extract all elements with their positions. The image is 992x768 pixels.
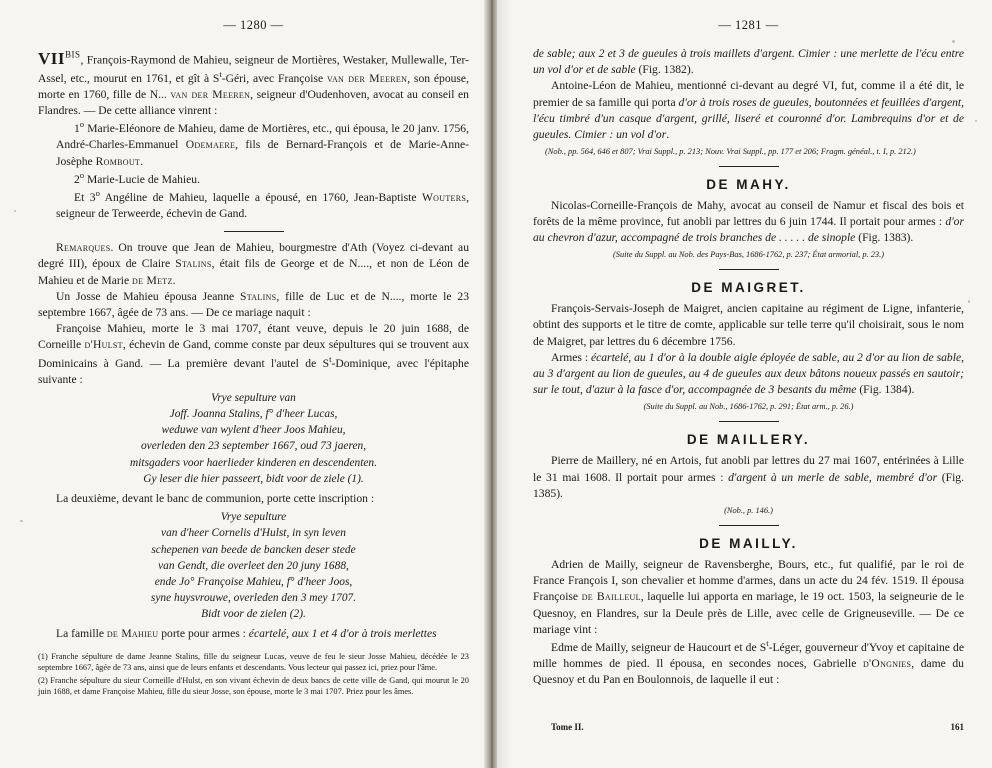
epitaph-line: Bidt voor de zielen (2). [201, 608, 306, 621]
epitaph-line: Vrye sepulture [220, 511, 287, 524]
maigret-arms: Armes : écartelé, au 1 d'or à la double aigle éployée de sable, au 2 d'or au lion de sable, au 3 d'argent au lion de gueules, au 4 de gueules aux deux bâtons noueux passés en sautoir; sur le tout, d'azur à la fasce d'or, accompagnée de 3 besants du même (Fig. 1384). [533, 350, 964, 397]
section-divider [719, 269, 779, 270]
footnotes [38, 651, 469, 698]
maigret-paragraph: François-Servais-Joseph de Maigret, ancien capitaine au régiment de Ligne, infanterie, obtint des supports et le titre de comte, applicable sur telle terre qu'il choisirait, sous le nom de Maigret, par lettres du 6 décembre 1756. [533, 302, 964, 348]
mailly-paragraph-2: Edme de Mailly, seigneur de Haucourt et de $S^t$-Léger, gouverneur d'Yvoy et capitaine de mille hommes de pied. Il épousa, en secondes noces, Gabrielle d'Ongnies, dame du Quesnoy et du Pan en Boulonnois, de laquelle il eut : [533, 638, 964, 687]
section-divider [719, 166, 779, 167]
scan-speck [975, 120, 977, 122]
arms-paragraph: La famille de Mahieu porte pour armes : écartelé, aux 1 et 4 d'or à trois merlettes [56, 627, 437, 641]
section-title-de-maillery: DE MAILLERY. [686, 432, 811, 448]
antoine-paragraph: Antoine-Léon de Mahieu, mentionné ci-devant au degré VI, fut, comme il a été dit, le premier de sa famille qui porta d'or à trois roses de gueules, boutonnées et feuillées d'argent, l'écu timbré d'un casque d'argent, grillé, liseré et couronné d'or. Lambrequins d'or et de gueules. Cimier : un vol d'or. [533, 79, 965, 142]
reference-antoine: (Nob., pp. 564, 646 et 807; Vrai Suppl., p. 213; Nouv. Vrai Suppl., pp. 177 et 206; Fragm. généal., t. I, p. 212.) [545, 147, 916, 157]
section-title-de-maigret: DE MAIGRET. [691, 280, 806, 296]
entry-number: $VII^{BIS}$ [38, 48, 81, 68]
section-divider [719, 525, 779, 526]
scan-speck [14, 210, 16, 212]
child-2: 2$^o$ Marie-Lucie de Mahieu. [74, 169, 200, 186]
epitaph-line: mitsgaders voor haerlieder kinderen en descendenten. [130, 456, 377, 469]
left-page-number: — 1280 — [223, 18, 284, 32]
scan-speck [952, 40, 955, 43]
section-title-de-mailly: DE MAILLY. [699, 536, 798, 552]
child-1: 1$^o$ Marie-Eléonore de Mahieu, dame de Mortières, etc., qui épousa, le 20 janv. 1756, André-Charles-Emmanuel Odemaere, fils de Bernard-François et de Marie-Anne-Josèphe Rombout. [56, 119, 469, 168]
right-page-number: — 1281 — [718, 18, 779, 32]
epitaph-stalins [38, 390, 469, 487]
entry-vii-bis: $VII^{BIS}$, François-Raymond de Mahieu, seigneur de Mortières, Westaker, Mullewalle, Ter-Assel, etc., mourut en 1761, et gît à $S^t$-Géri, avec Françoise van der Meeren, son épouse, morte en 1760, fille de N... van der Meeren, seigneur d'Oudenhoven, avocat au conseil en Flandres. — De cette alliance vinrent : [38, 48, 469, 118]
epitaph-line: syne huysvrouwe, overleden den 3 mey 1707. [150, 592, 357, 605]
epitaph-line: Joff. Joanna Stalins, f° d'heer Lucas, [169, 408, 338, 420]
footnote-1: (1) Franche sépulture de dame Jeanne Stalins, fille du seigneur Lucas, veuve de feu le sieur Josse Mahieu, décédée le 23 septembre 1667, âgée de 73 ans, ainsi que de leurs enfants et descendants. Vous lecteur qui passez ici, priez pour l'âme. [38, 651, 469, 672]
section-divider [719, 421, 779, 422]
page-footer [533, 722, 964, 732]
left-page [0, 0, 487, 768]
josse-paragraph: Un Josse de Mahieu épousa Jeanne Stalins, fille de Luc et de N...., morte le 23 septembre 1667, âgée de 73 ans. — De ce mariage naquit : [38, 289, 469, 319]
epitaph-line: Vrye sepulture van [211, 391, 296, 404]
footer-signature: 161 [950, 722, 964, 732]
remarques-paragraph: Remarques. On trouve que Jean de Mahieu, bourgmestre d'Ath (Voyez ci-devant au degré III), époux de Claire Stalins, était fils de George et de N...., et non de Léon de Mahieu et de Marie de Metz. [38, 241, 469, 287]
section-title-de-mahy: DE MAHY. [706, 176, 791, 192]
continuation-paragraph: de sable; aux 2 et 3 de gueules à trois maillets d'argent. Cimier : une merlette de l'écu entre un vol d'or et de sable (Fig. 1382). [533, 47, 964, 77]
mahy-paragraph: Nicolas-Corneille-François de Mahy, avocat au conseil de Namur et fiscal des bois et forêts de la même province, fut anobli par lettres du 6 juin 1744. Il portait pour armes : d'or au chevron d'azur, accompagné de trois branches de . . . . . de sinople (Fig. 1383). [533, 198, 964, 245]
epitaph-line: weduwe van wylent d'heer Joos Mahieu, [161, 424, 346, 437]
epitaph-line: ende Jo° Françoise Mahieu, f° d'heer Joos, [154, 575, 353, 588]
footer-tome: Tome II. [551, 722, 584, 732]
maillery-paragraph: Pierre de Maillery, né en Artois, fut anobli par lettres du 27 mai 1607, entérinées à Lille le 31 mai 1608. Il portait pour armes : d'argent à un merle de sable, membré d'or (Fig. 1385). [533, 454, 965, 500]
epitaph-line: schepenen van beede de bancken deser stede [151, 543, 356, 556]
right-page [497, 0, 992, 768]
child-3: Et 3$^o$ Angéline de Mahieu, laquelle a épousé, en 1760, Jean-Baptiste Wouters, seigneur de Terweerde, échevin de Gand. [56, 187, 469, 220]
epitaph-line: van d'heer Cornelis d'Hulst, in syn leven [161, 527, 346, 540]
reference-mahy: (Suite du Suppl. au Nob. des Pays-Bas, 1686-1762, p. 237; État armorial, p. 23.) [612, 250, 884, 260]
epitaph-line: Gy leser die hier passeert, bidt voor de ziele (1). [143, 472, 364, 485]
section-divider [224, 231, 284, 232]
reference-maillery: (Nob., p. 146.) [724, 506, 773, 516]
page-edge-shadow [497, 0, 511, 768]
footnote-2: (2) Franche sépulture du sieur Corneille d'Hulst, en son vivant échevin de deux bancs de cette ville de Gand, qui mourut le 20 juin 1688, et dame Françoise Mahieu, fille du sieur Josse, son épouse, morte le 3 mai 1707. Priez pour les âmes. [38, 676, 469, 697]
scan-speck [968, 300, 970, 303]
epitaph-line: van Gendt, die overleet den 20 juny 1688, [158, 559, 349, 572]
francoise-paragraph: Françoise Mahieu, morte le 3 mai 1707, étant veuve, depuis le 20 juin 1688, de Corneille d'Hulst, échevin de Gand, comme conste par deux sépultures qui se trouvent aux Dominicains à Gand. — La première devant l'autel de $S^t$-Dominique, avec l'épitaphe suivante : [38, 322, 470, 386]
epitaph-hulst [38, 509, 469, 622]
reference-maigret: (Suite du Suppl. au Nob., 1686-1762, p. 291; État arm., p. 26.) [643, 402, 854, 412]
mailly-paragraph-1: Adrien de Mailly, seigneur de Ravensberghe, Bours, etc., fut qualifié, par le roi de France François I, son chevalier et homme d'armes, dans un acte du 24 fév. 1519. Il épousa Françoise de Bailleul, laquelle lui apporta en mariage, le 19 oct. 1503, la seigneurie de le Quesnoy, en Flandres, sur la Deule près de Lille, avec celle de Grigneuseville. — De ce mariage vint : [533, 558, 964, 636]
scan-speck [20, 520, 23, 522]
epitaph-line: overleden den 23 september 1667, oud 73 jaeren, [140, 440, 367, 453]
deuxieme-paragraph: La deuxième, devant le banc de communion, porte cette inscription : [56, 491, 375, 505]
